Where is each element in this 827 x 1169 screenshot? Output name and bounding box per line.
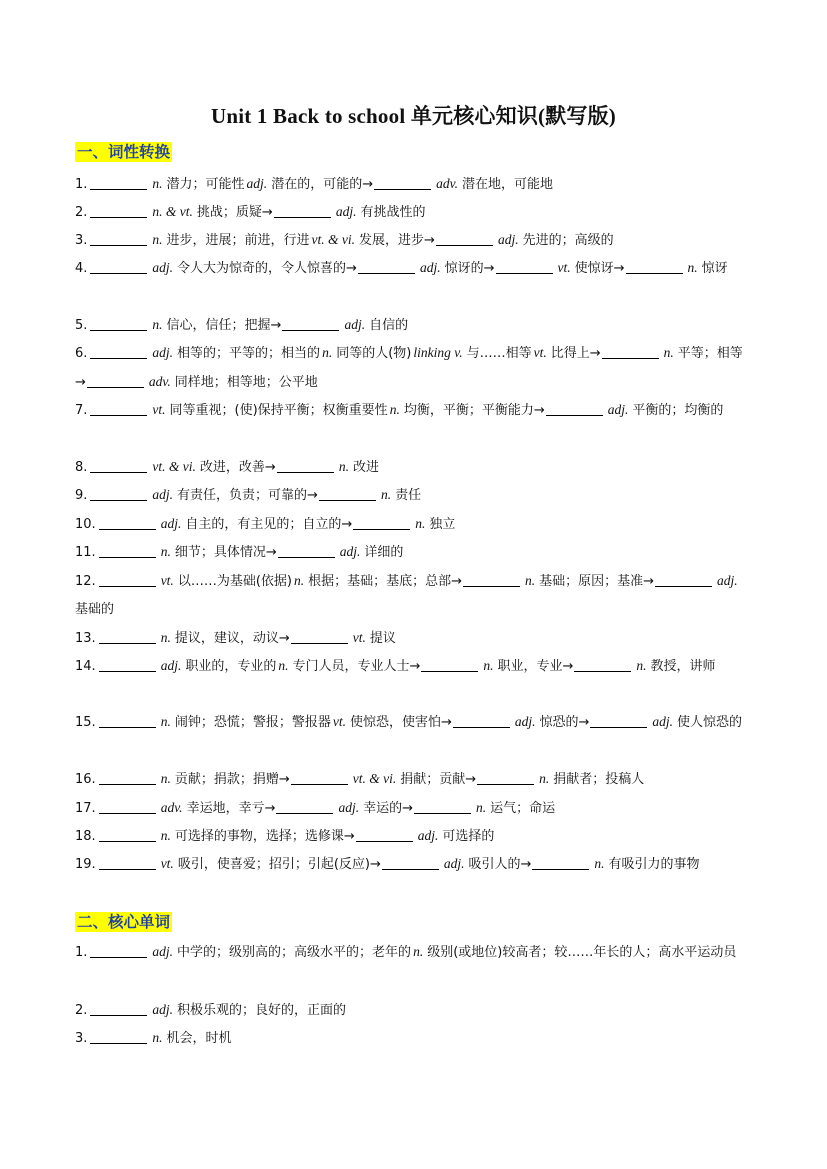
list-item bbox=[75, 822, 753, 851]
definition-text: 吸引，使喜爱；招引；引起(反应)→ bbox=[177, 857, 381, 872]
list-item bbox=[75, 708, 753, 737]
list-item bbox=[75, 170, 753, 199]
definition-text: 改进 bbox=[352, 460, 379, 475]
definition-text: 改进，改善→ bbox=[199, 460, 276, 475]
list-item bbox=[75, 938, 753, 967]
definition-text: 详细的 bbox=[364, 545, 404, 560]
list-item bbox=[75, 652, 753, 681]
definition-text: 潜在地，可能地 bbox=[461, 177, 553, 192]
part-of-speech: adj. bbox=[417, 828, 439, 843]
item-number: 8. bbox=[75, 460, 88, 475]
definition-text: 自信的 bbox=[369, 318, 409, 333]
definition-text: 相等的；平等的；相当的 bbox=[177, 346, 321, 361]
definition-text: 教授，讲师 bbox=[650, 659, 716, 674]
part-of-speech: adj. bbox=[339, 544, 361, 559]
definition-text: 基础的 bbox=[75, 602, 115, 617]
definition-text: 职业的，专业的 bbox=[185, 659, 277, 674]
answer-blank[interactable] bbox=[590, 713, 647, 728]
answer-blank[interactable] bbox=[463, 572, 520, 587]
item-number: 12. bbox=[75, 574, 96, 589]
part-of-speech: adj. bbox=[152, 944, 174, 959]
answer-blank[interactable] bbox=[99, 713, 156, 728]
definition-text: 提议，建议，动议→ bbox=[174, 631, 290, 646]
definition-text: 与……相等 bbox=[466, 346, 532, 361]
part-of-speech: n. bbox=[483, 658, 494, 673]
item-number: 10. bbox=[75, 517, 96, 532]
item-number: 7. bbox=[75, 403, 88, 418]
part-of-speech: n. bbox=[160, 630, 171, 645]
list-item bbox=[75, 198, 753, 227]
answer-blank[interactable] bbox=[99, 799, 156, 814]
definition-text: 捐献者；投稿人 bbox=[553, 772, 645, 787]
item-number: 3. bbox=[75, 1031, 88, 1046]
answer-blank[interactable] bbox=[90, 1029, 147, 1044]
list-item bbox=[75, 567, 753, 624]
item-number: 18. bbox=[75, 829, 96, 844]
part-of-speech: n. bbox=[380, 487, 392, 502]
answer-blank[interactable] bbox=[358, 259, 415, 274]
list-item bbox=[75, 1024, 753, 1053]
list-item bbox=[75, 794, 753, 823]
answer-blank[interactable] bbox=[319, 486, 376, 501]
item-number: 17. bbox=[75, 801, 96, 816]
answer-blank[interactable] bbox=[274, 203, 331, 218]
part-of-speech: adj. bbox=[160, 658, 182, 673]
part-of-speech: vt. & vi. bbox=[352, 771, 397, 786]
definition-text: 潜力；可能性 bbox=[166, 177, 245, 192]
list-item bbox=[75, 481, 753, 510]
item-number: 1. bbox=[75, 945, 88, 960]
answer-blank[interactable] bbox=[90, 231, 147, 246]
definition-text: 使惊讶→ bbox=[574, 261, 625, 276]
definition-text: 发展，进步→ bbox=[359, 233, 435, 248]
definition-text: 潜在的，可能的→ bbox=[271, 177, 374, 192]
part-of-speech: n. bbox=[663, 345, 674, 360]
answer-blank[interactable] bbox=[99, 572, 156, 587]
answer-blank[interactable] bbox=[90, 316, 147, 331]
part-of-speech: adj. bbox=[607, 402, 629, 417]
part-of-speech: vt. & vi. bbox=[311, 232, 356, 247]
answer-blank[interactable] bbox=[90, 943, 147, 958]
answer-blank[interactable] bbox=[421, 657, 478, 672]
definition-text: 专门人员，专业人士→ bbox=[292, 659, 421, 674]
part-of-speech: adj. bbox=[338, 800, 360, 815]
item-number: 19. bbox=[75, 857, 96, 872]
answer-blank[interactable] bbox=[626, 259, 683, 274]
part-of-speech: adj. bbox=[152, 1002, 174, 1017]
answer-blank[interactable] bbox=[602, 344, 659, 359]
part-of-speech: n. bbox=[338, 459, 349, 474]
part-of-speech: n. bbox=[687, 260, 698, 275]
item-number: 2. bbox=[75, 205, 88, 220]
answer-blank[interactable] bbox=[90, 175, 147, 190]
definition-text: 平衡的；均衡的 bbox=[632, 403, 724, 418]
part-of-speech: n. bbox=[389, 402, 400, 417]
part-of-speech: n. bbox=[594, 856, 605, 871]
list-item bbox=[75, 850, 753, 879]
definition-text: 职业，专业→ bbox=[497, 659, 574, 674]
answer-blank[interactable] bbox=[436, 231, 493, 246]
definition-text: 幸运的→ bbox=[363, 801, 414, 816]
item-number: 14. bbox=[75, 659, 96, 674]
list-item bbox=[75, 396, 753, 425]
page-title: Unit 1 Back to school 单元核心知识(默写版) bbox=[210, 104, 616, 128]
part-of-speech: vt. bbox=[160, 856, 174, 871]
part-of-speech: n. bbox=[322, 345, 333, 360]
answer-blank[interactable] bbox=[90, 259, 147, 274]
answer-blank[interactable] bbox=[282, 316, 339, 331]
definition-text: 平等；相等→ bbox=[75, 346, 743, 390]
answer-blank[interactable] bbox=[99, 827, 156, 842]
part-of-speech: adj. bbox=[152, 487, 174, 502]
definition-text: 责任 bbox=[395, 488, 422, 503]
definition-text: 使惊恐，使害怕→ bbox=[349, 715, 452, 730]
item-number: 6. bbox=[75, 346, 88, 361]
part-of-speech: adj. bbox=[443, 856, 465, 871]
definition-text: 有吸引力的事物 bbox=[608, 857, 700, 872]
part-of-speech: n. bbox=[160, 714, 171, 729]
answer-blank[interactable] bbox=[532, 855, 589, 870]
definition-text: 提议 bbox=[369, 631, 396, 646]
answer-blank[interactable] bbox=[99, 543, 156, 558]
part-of-speech: vt. bbox=[557, 260, 571, 275]
part-of-speech: n. bbox=[160, 544, 171, 559]
definition-text: 挑战；质疑→ bbox=[196, 205, 273, 220]
answer-blank[interactable] bbox=[574, 657, 631, 672]
part-of-speech: n. bbox=[413, 944, 424, 959]
part-of-speech: vt. bbox=[332, 714, 346, 729]
definition-text: 细节；具体情况→ bbox=[174, 545, 277, 560]
part-of-speech: adj. bbox=[497, 232, 519, 247]
definition-text: 均衡，平衡；平衡能力→ bbox=[403, 403, 545, 418]
definition-text: 同等的人(物) bbox=[336, 346, 412, 361]
list-item bbox=[75, 996, 753, 1025]
definition-text: 使人惊恐的 bbox=[677, 715, 743, 730]
answer-blank[interactable] bbox=[453, 713, 510, 728]
part-of-speech: vt. bbox=[352, 630, 366, 645]
part-of-speech: vt. & vi. bbox=[152, 459, 196, 474]
list-item bbox=[75, 226, 753, 255]
definition-text: 有挑战性的 bbox=[360, 205, 426, 220]
definition-text: 可选择的 bbox=[442, 829, 495, 844]
answer-blank[interactable] bbox=[87, 373, 144, 388]
answer-blank[interactable] bbox=[374, 175, 431, 190]
part-of-speech: n. bbox=[415, 516, 426, 531]
part-of-speech: adj. bbox=[152, 345, 174, 360]
item-number: 1. bbox=[75, 177, 88, 192]
part-of-speech: adj. bbox=[652, 714, 674, 729]
part-of-speech: n. bbox=[293, 573, 305, 588]
section-heading: 二、核心单词 bbox=[77, 913, 171, 931]
list-item bbox=[75, 453, 753, 482]
item-number: 15. bbox=[75, 715, 96, 730]
answer-blank[interactable] bbox=[353, 515, 410, 530]
definition-text: 自主的，有主见的；自立的→ bbox=[185, 517, 353, 532]
item-number: 11. bbox=[75, 545, 96, 560]
item-number: 16. bbox=[75, 772, 96, 787]
part-of-speech: adj. bbox=[160, 516, 182, 531]
part-of-speech: adj. bbox=[246, 176, 268, 191]
list-item bbox=[75, 624, 753, 653]
answer-blank[interactable] bbox=[99, 657, 156, 672]
part-of-speech: adv. bbox=[148, 374, 171, 389]
part-of-speech: adv. bbox=[436, 176, 458, 191]
answer-blank[interactable] bbox=[496, 259, 553, 274]
definition-text: 独立 bbox=[429, 517, 456, 532]
answer-blank[interactable] bbox=[99, 629, 156, 644]
definition-text: 幸运地，幸亏→ bbox=[186, 801, 276, 816]
answer-blank[interactable] bbox=[90, 401, 147, 416]
answer-blank[interactable] bbox=[291, 629, 348, 644]
part-of-speech: adj. bbox=[514, 714, 536, 729]
list-item bbox=[75, 765, 753, 794]
answer-blank[interactable] bbox=[90, 458, 147, 473]
definition-text: 贡献；捐款；捐赠→ bbox=[174, 772, 290, 787]
definition-text: 令人大为惊奇的，令人惊喜的→ bbox=[177, 261, 357, 276]
definition-text: 惊讶的→ bbox=[444, 261, 495, 276]
definition-text: 中学的；级别高的；高级水平的；老年的 bbox=[177, 945, 412, 960]
definition-text: 积极乐观的；良好的，正面的 bbox=[177, 1003, 347, 1018]
definition-text: 惊恐的→ bbox=[539, 715, 590, 730]
definition-text: 同等重视；(使)保持平衡；权衡重要性 bbox=[169, 403, 388, 418]
definition-text: 吸引人的→ bbox=[468, 857, 532, 872]
answer-blank[interactable] bbox=[90, 486, 147, 501]
definition-text: 可选择的事物，选择；选修课→ bbox=[174, 829, 355, 844]
part-of-speech: linking v. bbox=[413, 345, 463, 360]
answer-blank[interactable] bbox=[90, 203, 147, 218]
part-of-speech: adj. bbox=[419, 260, 441, 275]
definition-text: 信心，信任；把握→ bbox=[166, 318, 282, 333]
definition-text: 有责任，负责；可靠的→ bbox=[177, 488, 318, 503]
part-of-speech: adj. bbox=[335, 204, 357, 219]
section-heading: 一、词性转换 bbox=[77, 143, 171, 161]
definition-text: 级别(或地位)较高者；较……年长的人；高水平运动员 bbox=[427, 945, 737, 960]
part-of-speech: n. bbox=[539, 771, 550, 786]
item-number: 4. bbox=[75, 261, 88, 276]
answer-blank[interactable] bbox=[546, 401, 603, 416]
item-number: 13. bbox=[75, 631, 96, 646]
part-of-speech: n. bbox=[476, 800, 487, 815]
part-of-speech: n. bbox=[152, 232, 163, 247]
answer-blank[interactable] bbox=[477, 770, 534, 785]
answer-blank[interactable] bbox=[90, 1001, 147, 1016]
part-of-speech: n. bbox=[160, 828, 171, 843]
definition-text: 以……为基础(依据) bbox=[177, 574, 292, 589]
answer-blank[interactable] bbox=[382, 855, 439, 870]
part-of-speech: adj. bbox=[717, 573, 738, 588]
definition-text: 闹钟；恐慌；警报；警报器 bbox=[174, 715, 331, 730]
item-number: 3. bbox=[75, 233, 88, 248]
answer-blank[interactable] bbox=[414, 799, 471, 814]
list-item bbox=[75, 510, 753, 539]
item-number: 5. bbox=[75, 318, 88, 333]
part-of-speech: adj. bbox=[152, 260, 174, 275]
list-item bbox=[75, 311, 753, 340]
list-item bbox=[75, 254, 753, 283]
definition-text: 先进的；高级的 bbox=[522, 233, 614, 248]
answer-blank[interactable] bbox=[655, 572, 712, 587]
answer-blank[interactable] bbox=[99, 515, 156, 530]
definition-text: 同样地；相等地；公平地 bbox=[174, 375, 318, 390]
part-of-speech: vt. bbox=[160, 573, 174, 588]
definition-text: 捐献；贡献→ bbox=[400, 772, 477, 787]
answer-blank[interactable] bbox=[99, 855, 156, 870]
part-of-speech: n. bbox=[152, 317, 163, 332]
answer-blank[interactable] bbox=[277, 458, 334, 473]
list-item bbox=[75, 339, 753, 397]
part-of-speech: vt. bbox=[152, 402, 166, 417]
answer-blank[interactable] bbox=[291, 770, 348, 785]
definition-text: 进步，进展；前进，行进 bbox=[166, 233, 310, 248]
part-of-speech: n. bbox=[152, 176, 163, 191]
part-of-speech: n. bbox=[152, 1030, 163, 1045]
part-of-speech: vt. bbox=[533, 345, 547, 360]
list-item bbox=[75, 538, 753, 567]
part-of-speech: n. bbox=[525, 573, 536, 588]
item-number: 9. bbox=[75, 488, 88, 503]
definition-text: 惊讶 bbox=[701, 261, 728, 276]
part-of-speech: n. bbox=[636, 658, 647, 673]
part-of-speech: adj. bbox=[344, 317, 366, 332]
answer-blank[interactable] bbox=[278, 543, 335, 558]
definition-text: 运气；命运 bbox=[490, 801, 556, 816]
part-of-speech: n. bbox=[278, 658, 289, 673]
answer-blank[interactable] bbox=[356, 827, 413, 842]
definition-text: 基础；原因；基准→ bbox=[539, 574, 655, 589]
definition-text: 机会，时机 bbox=[166, 1031, 232, 1046]
part-of-speech: n. bbox=[160, 771, 171, 786]
part-of-speech: adv. bbox=[160, 800, 183, 815]
answer-blank[interactable] bbox=[90, 344, 147, 359]
item-number: 2. bbox=[75, 1003, 88, 1018]
definition-text: 根据；基础；基底；总部→ bbox=[308, 574, 462, 589]
answer-blank[interactable] bbox=[99, 770, 156, 785]
part-of-speech: n. & vt. bbox=[152, 204, 193, 219]
definition-text: 比得上→ bbox=[550, 346, 601, 361]
answer-blank[interactable] bbox=[276, 799, 333, 814]
